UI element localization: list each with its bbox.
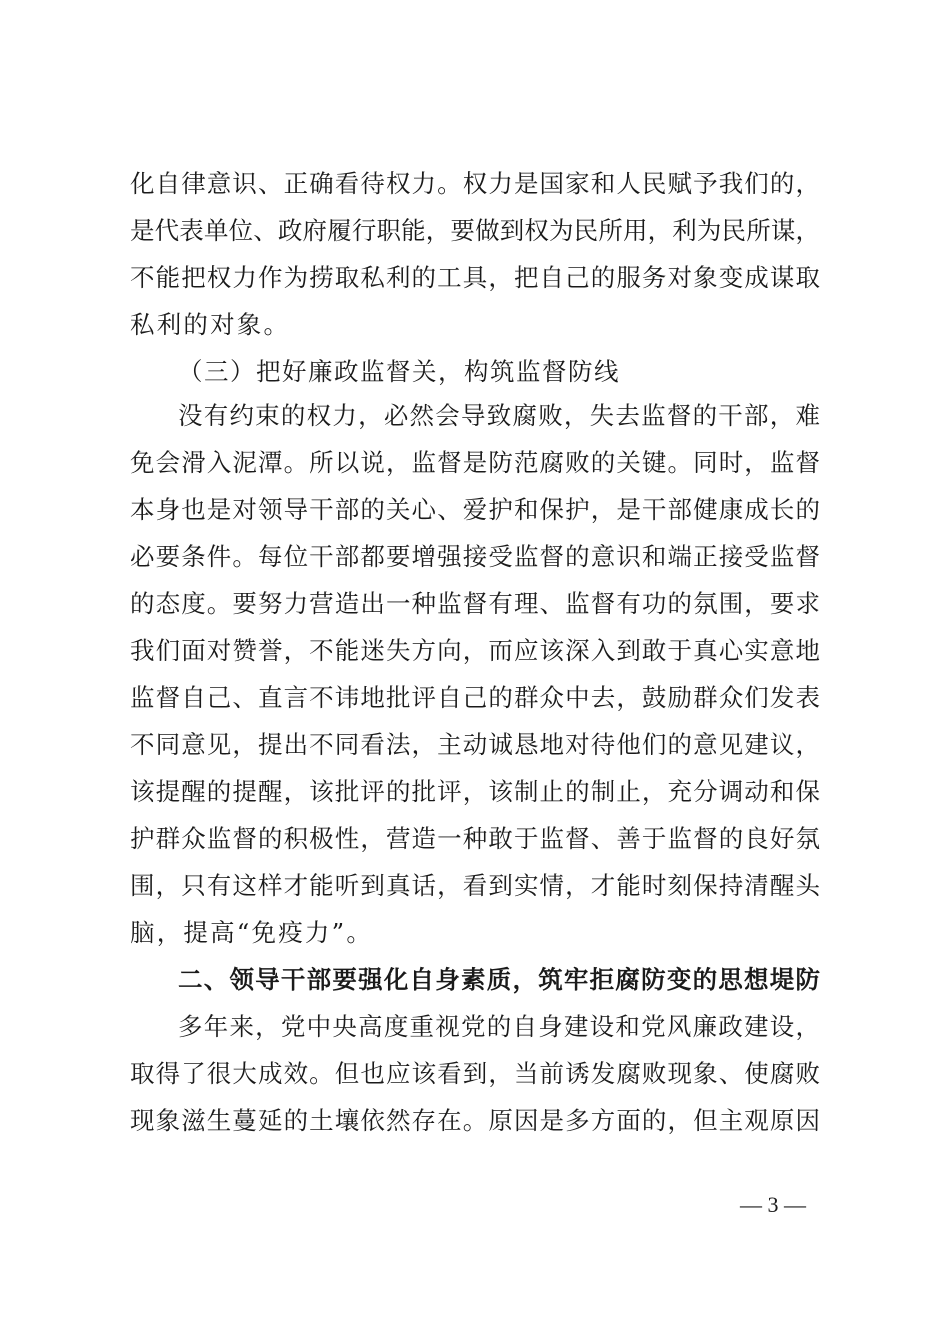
paragraph-line: 必要条件。每位干部都要增强接受监督的意识和端正接受监督 [130, 542, 820, 571]
section-heading: （三）把好廉政监督关，构筑监督防线 [178, 357, 620, 386]
paragraph-line: 围，只有这样才能听到真话，看到实情，才能时刻保持清醒头 [130, 871, 820, 900]
paragraph-line: 脑，提高“免疫力”。 [130, 918, 374, 947]
paragraph-line: 是代表单位、政府履行职能，要做到权为民所用，利为民所谋， [130, 216, 820, 245]
paragraph-line: 监督自己、直言不讳地批评自己的群众中去，鼓励群众们发表 [130, 683, 820, 712]
paragraph-line: 我们面对赞誉，不能迷失方向，而应该深入到敢于真心实意地 [130, 636, 820, 665]
paragraph-line: 私利的对象。 [130, 310, 291, 339]
paragraph-line: 不能把权力作为捞取私利的工具，把自己的服务对象变成谋取 [130, 263, 820, 292]
paragraph-line: 取得了很大成效。但也应该看到，当前诱发腐败现象、使腐败 [130, 1059, 820, 1088]
paragraph-line: 本身也是对领导干部的关心、爱护和保护，是干部健康成长的 [130, 495, 820, 524]
paragraph-line: 免会滑入泥潭。所以说，监督是防范腐败的关键。同时，监督 [130, 448, 820, 477]
paragraph-line: 现象滋生蔓延的土壤依然存在。原因是多方面的，但主观原因 [130, 1106, 820, 1135]
paragraph-line: 护群众监督的积极性，营造一种敢于监督、善于监督的良好氛 [130, 824, 820, 853]
page-number: — 3 — [740, 1192, 806, 1217]
chapter-heading: 二、领导干部要强化自身素质，筑牢拒腐防变的思想堤防 [178, 965, 820, 994]
paragraph-line: 没有约束的权力，必然会导致腐败，失去监督的干部，难 [178, 401, 820, 430]
paragraph-line: 的态度。要努力营造出一种监督有理、监督有功的氛围，要求 [130, 589, 820, 618]
paragraph-line: 该提醒的提醒，该批评的批评，该制止的制止，充分调动和保 [130, 777, 820, 806]
paragraph-line: 化自律意识、正确看待权力。权力是国家和人民赋予我们的， [130, 169, 820, 198]
paragraph-line: 不同意见，提出不同看法，主动诚恳地对待他们的意见建议， [130, 730, 820, 759]
paragraph-line: 多年来，党中央高度重视党的自身建设和党风廉政建设， [178, 1012, 820, 1041]
